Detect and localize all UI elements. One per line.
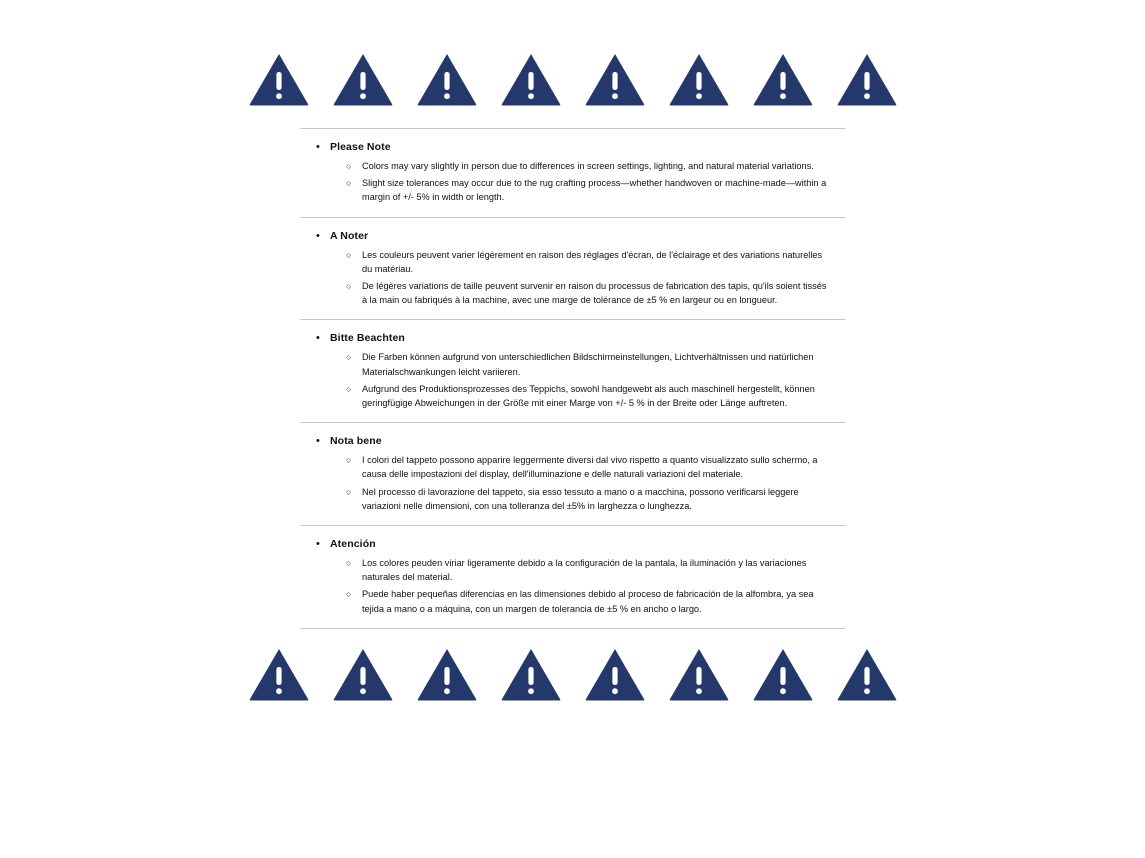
list-item <box>346 176 845 204</box>
bullet-circle-icon: ○ <box>346 352 352 363</box>
section-item-list <box>300 556 845 616</box>
bullet-circle-icon: ○ <box>346 249 352 260</box>
list-item-text: Die Farben können aufgrund von unterschiedlichen Bildschirmeinstellungen, Lichtverhältnissen und natürlichen Materialschwankungen leicht variieren. <box>362 352 814 377</box>
top-warning-icon-row <box>300 0 845 106</box>
warning-triangle-icon <box>416 647 478 701</box>
bullet-disc-icon: • <box>316 538 320 551</box>
list-item <box>346 556 845 584</box>
warning-triangle-icon <box>248 647 310 701</box>
list-item-text: Puede haber pequeñas diferencias en las dimensiones debido al proceso de fabricación de la alfombra, ya sea tejida a mano o a máquina, con un margen de tolerancia de ±5 % en ancho o largo. <box>362 589 814 614</box>
bullet-disc-icon: • <box>316 332 320 345</box>
bullet-circle-icon: ○ <box>346 161 352 171</box>
list-item-text: De légères variations de taille peuvent survenir en raison du processus de fabrication des tapis, qu'ils soient tissés à la main ou fabriqués à la machine, avec une marge de tolérance de ±5 % en largeur ou en longueur. <box>362 281 827 306</box>
bullet-circle-icon: ○ <box>346 589 352 600</box>
warning-triangle-icon <box>584 647 646 701</box>
warning-triangle-icon <box>836 52 898 106</box>
section-title: Bitte Beachten <box>330 332 405 345</box>
warning-triangle-icon <box>668 647 730 701</box>
bullet-disc-icon: • <box>316 141 320 153</box>
list-item <box>346 159 845 173</box>
list-item <box>346 453 845 481</box>
section-item-list <box>300 248 845 308</box>
section-title: Please Note <box>330 141 391 153</box>
list-item <box>346 485 845 513</box>
list-item-text: Colors may vary slightly in person due to differences in screen settings, lighting, and natural material variations. <box>362 161 814 171</box>
list-item-text: Los colores peuden viriar ligeramente debido a la configuración de la pantala, la iluminación y las variaciones naturales del material. <box>362 558 807 583</box>
list-item <box>346 350 845 378</box>
warning-triangle-icon <box>500 52 562 106</box>
warning-triangle-icon <box>584 52 646 106</box>
note-section <box>300 423 845 525</box>
note-section <box>300 129 845 217</box>
note-section <box>300 218 845 320</box>
section-title: Atención <box>330 538 376 551</box>
list-item-text: Nel processo di lavorazione del tappeto, sia esso tessuto a mano o a macchina, possono verificarsi leggere variazioni nelle dimensioni, con una tolleranza del ±5% in larghezza o lunghezza. <box>362 486 799 511</box>
note-section <box>300 526 845 628</box>
bullet-disc-icon: • <box>316 435 320 448</box>
bullet-circle-icon: ○ <box>346 486 352 497</box>
list-item-text: Aufgrund des Produktionsprozesses des Teppichs, sowohl handgewebt als auch maschinell hergestellt, können geringfügige Abweichungen in der Größe mit einer Marge von +/- 5 % in der Breite oder Länge auftreten. <box>362 383 815 409</box>
list-item <box>346 587 845 615</box>
list-item <box>346 382 845 410</box>
section-title: Nota bene <box>330 435 382 448</box>
bottom-warning-icon-row <box>300 629 845 701</box>
section-title-row <box>300 434 845 449</box>
note-section <box>300 320 845 422</box>
warning-triangle-icon <box>500 647 562 701</box>
section-item-list <box>300 453 845 513</box>
section-title-row <box>300 229 845 244</box>
list-item <box>346 248 845 276</box>
list-item-text: Les couleurs peuvent varier légèrement en raison des réglages d'écran, de l'éclairage et des variations naturelles du matériau. <box>362 249 823 274</box>
warning-triangle-icon <box>416 52 478 106</box>
warning-triangle-icon <box>332 52 394 106</box>
warning-triangle-icon <box>332 647 394 701</box>
bullet-circle-icon: ○ <box>346 383 352 394</box>
notes-sections <box>300 129 845 629</box>
section-title-row <box>300 537 845 552</box>
list-item-text: I colori del tappeto possono apparire leggermente diversi dal vivo rispetto a quanto visualizzato sullo schermo, a causa delle impostazioni del display, dell'illuminazione e delle naturali variazioni del materiale. <box>362 455 818 480</box>
warning-triangle-icon <box>752 647 814 701</box>
bullet-circle-icon: ○ <box>346 281 352 292</box>
warning-triangle-icon <box>752 52 814 106</box>
section-item-list <box>300 159 845 205</box>
list-item-text: Slight size tolerances may occur due to the rug crafting process—whether handwoven or machine-made—within a margin of +/- 5% in width or length. <box>362 178 827 203</box>
bullet-circle-icon: ○ <box>346 558 352 569</box>
bullet-circle-icon: ○ <box>346 455 352 466</box>
bullet-disc-icon: • <box>316 229 320 242</box>
section-title-row <box>300 140 845 155</box>
document-content <box>300 106 845 629</box>
warning-triangle-icon <box>668 52 730 106</box>
section-item-list <box>300 350 845 410</box>
warning-triangle-icon <box>248 52 310 106</box>
list-item <box>346 279 845 307</box>
section-title-row <box>300 331 845 346</box>
warning-triangle-icon <box>836 647 898 701</box>
section-title: A Noter <box>330 229 369 242</box>
bullet-circle-icon: ○ <box>346 178 352 189</box>
